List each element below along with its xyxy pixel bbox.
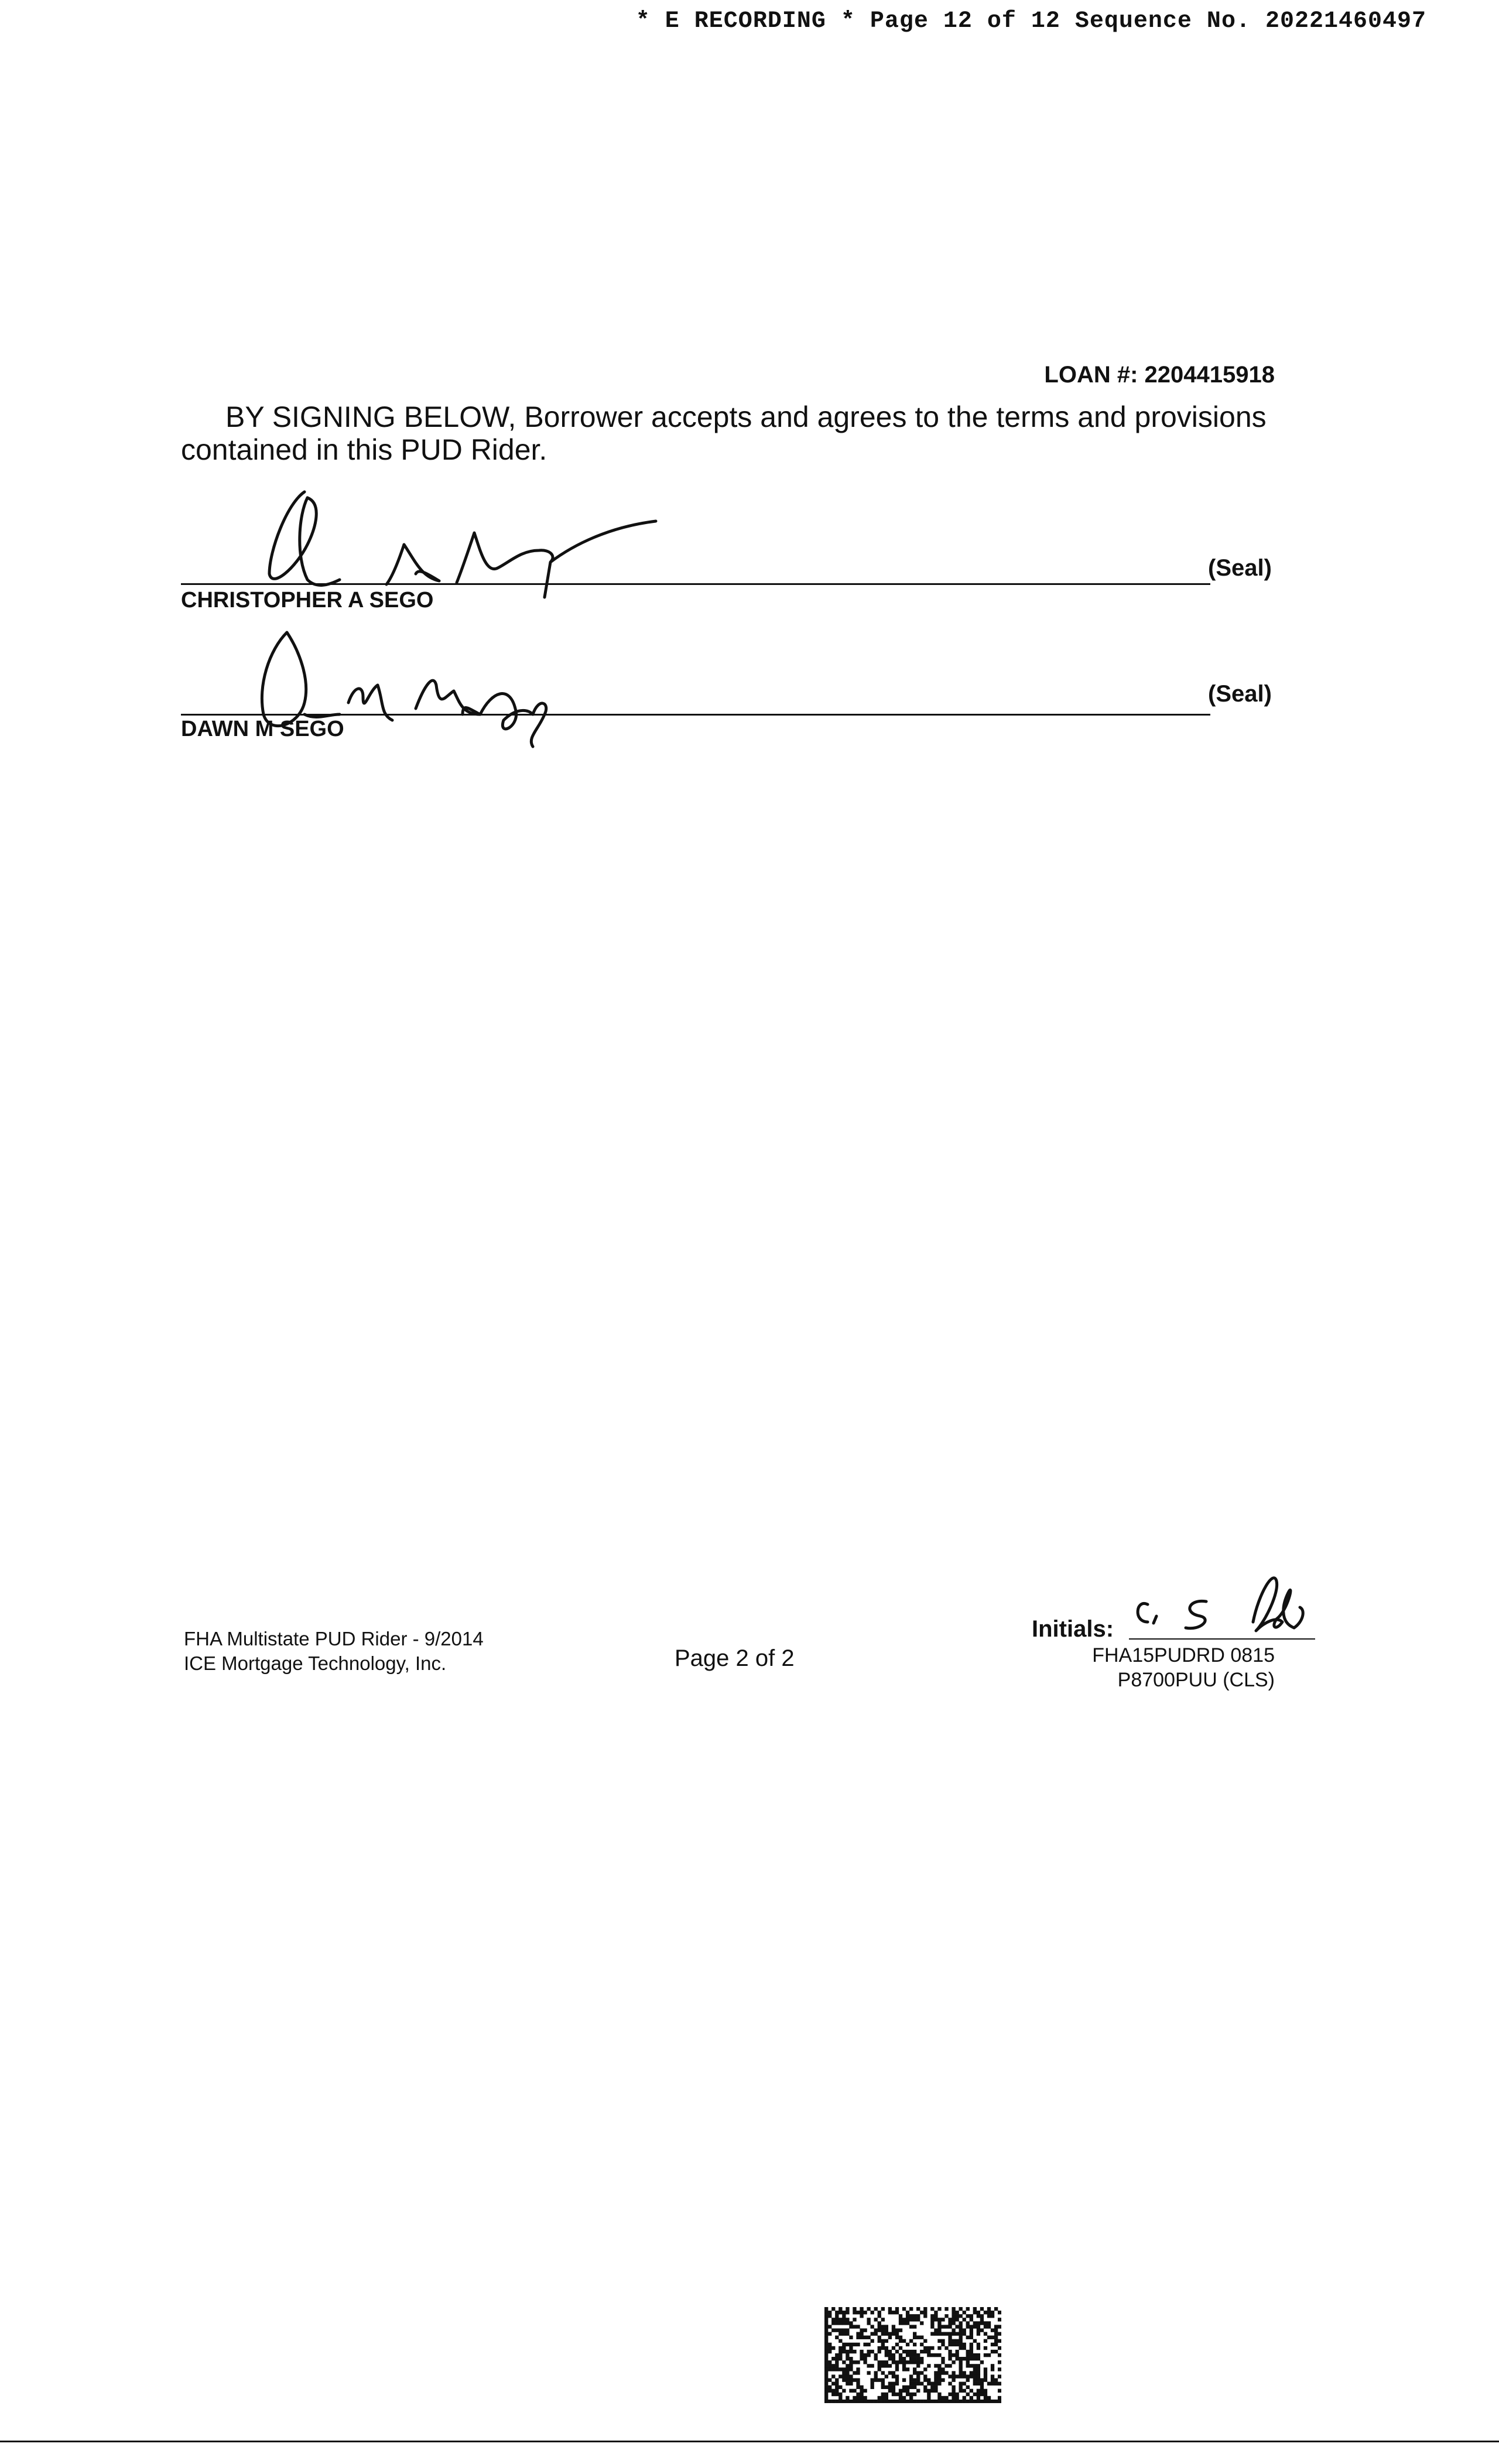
form-code: FHA15PUDRD 0815 [1092,1644,1275,1666]
signature-line-2 [181,714,1210,716]
initials-signature [1130,1558,1329,1640]
vendor-name: ICE Mortgage Technology, Inc. [184,1652,447,1674]
signing-statement [181,401,1293,466]
signer-name-1: CHRISTOPHER A SEGO [181,588,434,612]
signer-name-2: DAWN M SEGO [181,717,344,741]
signature-christopher [246,480,714,597]
seal-label-2: (Seal) [1208,681,1272,707]
recording-stamp: * E RECORDING * Page 12 of 12 Sequence No. 20221460497 [635,8,1426,35]
footer-codes [1092,1643,1275,1692]
signing-statement-text: BY SIGNING BELOW, Borrower accepts and agrees to the terms and provisions contained in this PUD Rider. [181,401,1267,466]
bottom-rule [0,2441,1499,2442]
page-number: Page 2 of 2 [675,1645,795,1671]
initials-label: Initials: [1032,1616,1114,1642]
loan-number: LOAN #: 2204415918 [1044,362,1275,388]
seal-label-1: (Seal) [1208,555,1272,581]
doc-code: P8700PUU (CLS) [1117,1669,1275,1691]
signature-line-1 [181,583,1210,585]
footer-form-info [184,1627,484,1676]
form-name: FHA Multistate PUD Rider - 9/2014 [184,1628,484,1649]
initials-line [1129,1638,1315,1640]
barcode-image [824,2307,1001,2403]
